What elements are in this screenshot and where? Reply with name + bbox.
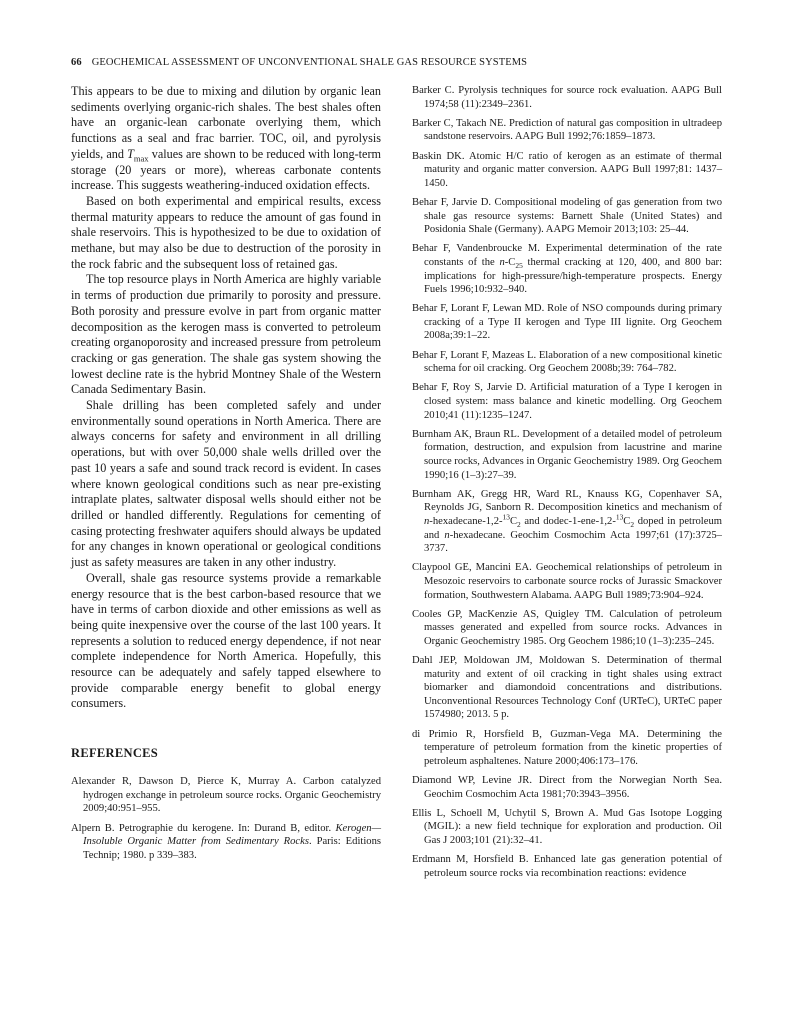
reference-entry xyxy=(71,822,381,863)
paragraph-text: values are shown to be reduced with long-term storage (20 years or more), whereas carbonate contents increase. This suggests weathering-induced oxidation effects. xyxy=(71,146,381,193)
reference-entry: Behar F, Jarvie D. Compositional modeling of gas generation from two shale gas resource systems: Barnett Shale (United States) and Posidonia Shale (Germany). AAPG Memoir 2013;103: 25–44. xyxy=(412,196,722,236)
ref-text: -hexadecane-1,2- xyxy=(429,515,503,527)
ref-text: -C xyxy=(504,256,516,268)
ref-text: doped in petroleum and xyxy=(424,515,722,541)
body-paragraph-5: Overall, shale gas resource systems provide a remarkable energy resource that is the best carbon-based resource that we have in terms of carbon dioxide and other emissions as well as being quite inexpensive over the course of the last 100 years. It represents a solution to reduced energy dependence, if not near complete independence for North America. Hopefully, this resource can be adequately and safely tapped elsewhere to provide comparable energy benefit to global energy consumers. xyxy=(71,570,381,711)
reference-entry: Behar F, Lorant F, Mazeas L. Elaboration of a new compositional kinetic schema for oil cracking. Org Geochem 2008b;39: 764–782. xyxy=(412,349,722,375)
ref-text: Behar F, Vandenbroucke M. Experimental determination of the rate constants of the xyxy=(412,243,722,268)
reference-entry: Cooles GP, MacKenzie AS, Quigley TM. Calculation of petroleum masses generated and expelled from source rocks. Advances in Organic Geochemistry 1985. Org Geochem 1986;10 (1–3):235–245. xyxy=(412,608,722,647)
references-heading: REFERENCES xyxy=(71,746,159,761)
ref-text: thermal cracking at 120, 400, and 800 bar: implications for high-pressure/high-temperature prospects. Energy Fuels 1996;10:932–940. xyxy=(424,256,723,296)
ref-superscript: 13 xyxy=(615,512,624,522)
reference-entry: Barker C. Pyrolysis techniques for source rock evaluation. AAPG Bull 1974;58 (11):2349–2361. xyxy=(412,85,722,110)
reference-entry: Burnham AK, Braun RL. Development of a detailed model of petroleum formation, destruction, and expulsion from lacustrine and marine source rocks, Advances in Organic Geochemistry 1989. Org Geochem 1990;16 (1–3):27–39. xyxy=(412,428,722,481)
reference-entry: Claypool GE, Mancini EA. Geochemical relationships of petroleum in Mesozoic reservoirs to carbonate source rocks of Jurassic Smackover formation, Southwestern Alabama. AAPG Bull 1989;73:904–924. xyxy=(412,562,722,601)
body-paragraph-4: Shale drilling has been completed safely and under environmentally sound operations in North America. There are always concerns for safety and environment in all drilling operations, but with over 50,000 shale wells drilled over the past 10 years a safe and sound track record is evident. In cases where known geological conditions such as near pre-existing intraplate plates, saltwater disposal wells should either not be drilled or handled differently. Regulations for cementing of casing protecting freshwater aquifers should always be updated for any changes in known operational or geological conditions just as safety measures are taken in any other industry. xyxy=(71,398,381,570)
reference-entry: Behar F, Roy S, Jarvie D. Artificial maturation of a Type I kerogen in closed system: mass balance and kinetic modelling. Org Geochem 2010;41 (11):1235–1247. xyxy=(412,382,722,421)
reference-entry: Ellis L, Schoell M, Uchytil S, Brown A. Mud Gas Isotope Logging (MGIL): a new field technique for exploration and production. Oil Gas J 2003;101 (21):32–41. xyxy=(412,807,722,846)
ref-text: C xyxy=(509,515,518,527)
body-paragraph-2: Based on both experimental and empirical results, excess thermal maturity appears to reduce the amount of gas found in shale reservoirs. This is hypothesized to be due to oxidation of methane, but may also be due to destruction of the porosity in the rock fabric and the subsequent loss of retained gas. xyxy=(71,193,381,271)
ref-superscript: 13 xyxy=(502,512,510,522)
ref-text: and dodec-1-ene-1,2- xyxy=(520,515,616,527)
ref-text: . Paris: Editions Technip; 1980. p 339–383. xyxy=(83,836,381,861)
reference-entry: Barker C, Takach NE. Prediction of natural gas composition in ultradeep sandstone reservoirs. AAPG Bull 1992;76:1859–1873. xyxy=(412,117,722,143)
ref-subscript: 25 xyxy=(515,261,523,271)
right-column xyxy=(412,84,722,886)
ref-subscript: 2 xyxy=(517,520,521,530)
reference-entry: Dahl JEP, Moldowan JM, Moldowan S. Determination of thermal maturity and extent of oil cracking in tight shales using extract biomarker and diamondoid concentrations and distributions. Unconventional Resources Technology Conf (URTeC), URTeC paper 1574980; 2013. 5 p. xyxy=(412,655,722,721)
reference-entry: Baskin DK. Atomic H/C ratio of kerogen as an estimate of thermal maturity and organic matter conversion. AAPG Bull 1997;81: 1437–1450. xyxy=(412,150,722,189)
reference-entry: di Primio R, Horsfield B, Guzman-Vega MA. Determining the temperature of petroleum formation from the kinetic properties of petroleum asphaltenes. Nature 2000;406:173–176. xyxy=(412,728,722,767)
body-paragraph-1 xyxy=(71,84,381,194)
ref-text: C xyxy=(623,515,631,527)
reference-entry: Diamond WP, Levine JR. Direct from the Norwegian North Sea. Geochim Cosmochim Acta 1981;70:3943–3956. xyxy=(412,775,722,800)
reference-entry: Alexander R, Dawson D, Pierce K, Murray A. Carbon catalyzed hydrogen exchange in petroleum source rocks. Organic Geochemistry 2009;40:951–955. xyxy=(71,776,381,815)
left-column xyxy=(71,84,381,868)
tmax-subscript: max xyxy=(133,153,149,164)
page-number: 66 xyxy=(71,57,82,68)
ref-subscript: 2 xyxy=(630,520,635,530)
running-title: GEOCHEMICAL ASSESSMENT OF UNCONVENTIONAL SHALE GAS RESOURCE SYSTEMS xyxy=(91,57,528,68)
tmax-symbol: T xyxy=(127,146,134,161)
reference-entry: Behar F, Lorant F, Lewan MD. Role of NSO compounds during primary cracking of a Type II kerogen and Type III lignite. Org Geochem 2008a;39:1–22. xyxy=(412,303,722,342)
reference-entry: Erdmann M, Horsfield B. Enhanced late gas generation potential of petroleum source rocks via recombination reactions: evidence xyxy=(412,854,722,879)
ref-text: -hexadecane. Geochim Cosmochim Acta 1997;61 (17):3725–3737. xyxy=(424,529,722,555)
ref-book-title: Kerogen—Insoluble Organic Matter from Sedimentary Rocks xyxy=(83,822,381,848)
ref-italic: n xyxy=(444,529,450,541)
ref-text: Alpern B. Petrographie du kerogene. In: Durand B, editor. xyxy=(71,822,336,834)
reference-entry xyxy=(412,242,722,296)
paragraph-text: This appears to be due to mixing and dilution by organic lean sediments overlying organic-rich shales. The best shales often have an organic-lean carbonate overlying them, which functions as a seal and frac barrier. TOC, oil, and pyrolysis yields, and xyxy=(71,84,381,161)
running-header xyxy=(71,57,721,71)
reference-entry xyxy=(412,488,722,556)
body-paragraph-3: The top resource plays in North America are highly variable in terms of production due primarily to porosity and pressure. Both porosity and pressure evolve in part from organic matter decomposition as the kerogen mass is converted to petroleum creating organoporosity and increased pressure from petroleum cracking or gas generation. The shale gas system showing the lowest decline rate is the hybrid Montney Shale of the Western Canada Sedimentary Basin. xyxy=(71,272,381,397)
ref-italic: n xyxy=(499,256,505,268)
ref-text: Burnham AK, Gregg HR, Ward RL, Knauss KG, Copenhaver SA, Reynolds JG, Sanborn R. Decomposition kinetics and mechanism of xyxy=(412,488,722,514)
ref-italic: n xyxy=(424,515,430,527)
